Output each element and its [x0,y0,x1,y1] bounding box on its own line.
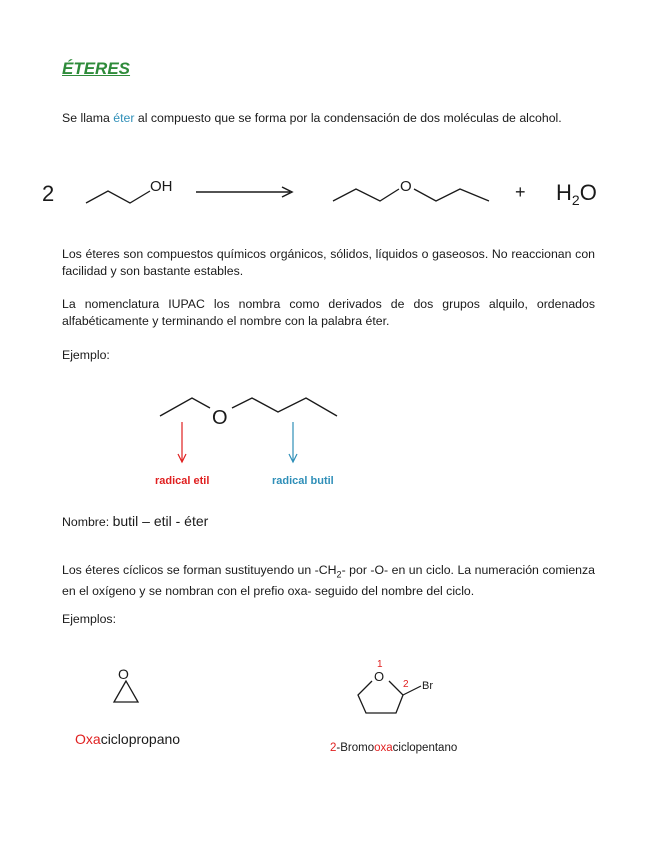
cyclic-after: - por -O- en un ciclo. La numeración comienza en el oxígeno y se nombran con el prefio oxa- seguido del nombre del ciclo. [62,563,595,599]
water-sub: 2 [571,192,580,208]
name-value: butil – etil - éter [112,513,209,529]
paragraph-properties: Los éteres son compuestos químicos orgánicos, sólidos, líquidos o gaseosos. No reaccionan con facilidad y son bastante estables. [62,247,595,278]
example-label: Ejemplo: [62,348,110,362]
name-line [62,513,595,531]
ether-oxygen-label: O [400,178,412,195]
thf-oxygen: O [374,669,385,684]
thf-number-1: 1 [377,659,383,670]
reaction-scheme [0,160,655,230]
bromine-label: Br [422,680,433,692]
butyl-chain [232,398,337,416]
label-radical-butil: radical butil [272,475,334,487]
oxirane-ring [114,681,138,702]
propanol-chain [86,191,150,203]
intro-highlight: éter [113,111,135,125]
thf-name-num: 2 [330,742,337,754]
ether-chain-right [414,189,489,201]
thf-name-b: oxa [374,742,393,754]
water-formula [556,180,597,208]
reaction-coefficient: 2 [42,181,55,206]
propanol-oh-label: OH [150,178,173,195]
label-radical-etil: radical etil [155,475,210,487]
plus-sign: + [515,182,526,202]
cyclic-before: Los éteres cíclicos se forman sustituyendo un -CH [62,563,337,577]
example-oxygen: O [212,407,228,429]
ethyl-chain [160,398,210,416]
water-o: O [579,180,597,205]
thf-name-a: -Bromo [336,742,375,754]
thf-name [330,742,457,754]
intro-before: Se llama [62,111,114,125]
page-title: ÉTERES [62,59,131,78]
oxirane-name-prefix: Oxa [75,731,101,747]
thf-name-c: ciclopentano [392,742,458,754]
name-label: Nombre: [62,515,113,529]
oxirane-name [75,731,180,747]
oxirane-oxygen: O [118,666,129,682]
example-structure [0,380,655,500]
oxirane-name-rest: ciclopropano [100,731,181,747]
ether-chain-left [333,189,399,201]
water-h: H [556,180,572,205]
paragraph-cyclic [62,562,595,600]
intro-paragraph [62,110,595,127]
examples-label: Ejemplos: [62,612,116,626]
intro-after: al compuesto que se forma por la condensación de dos moléculas de alcohol. [134,111,562,125]
paragraph-nomenclature: La nomenclatura IUPAC los nombra como derivados de dos grupos alquilo, ordenados alfabéticamente y terminando el nombre con la palabra éter. [62,297,595,328]
thf-number-2: 2 [403,679,409,690]
cyclic-examples [0,650,655,760]
cyclic-sub: 2 [336,569,342,580]
thf-ring [358,681,403,713]
